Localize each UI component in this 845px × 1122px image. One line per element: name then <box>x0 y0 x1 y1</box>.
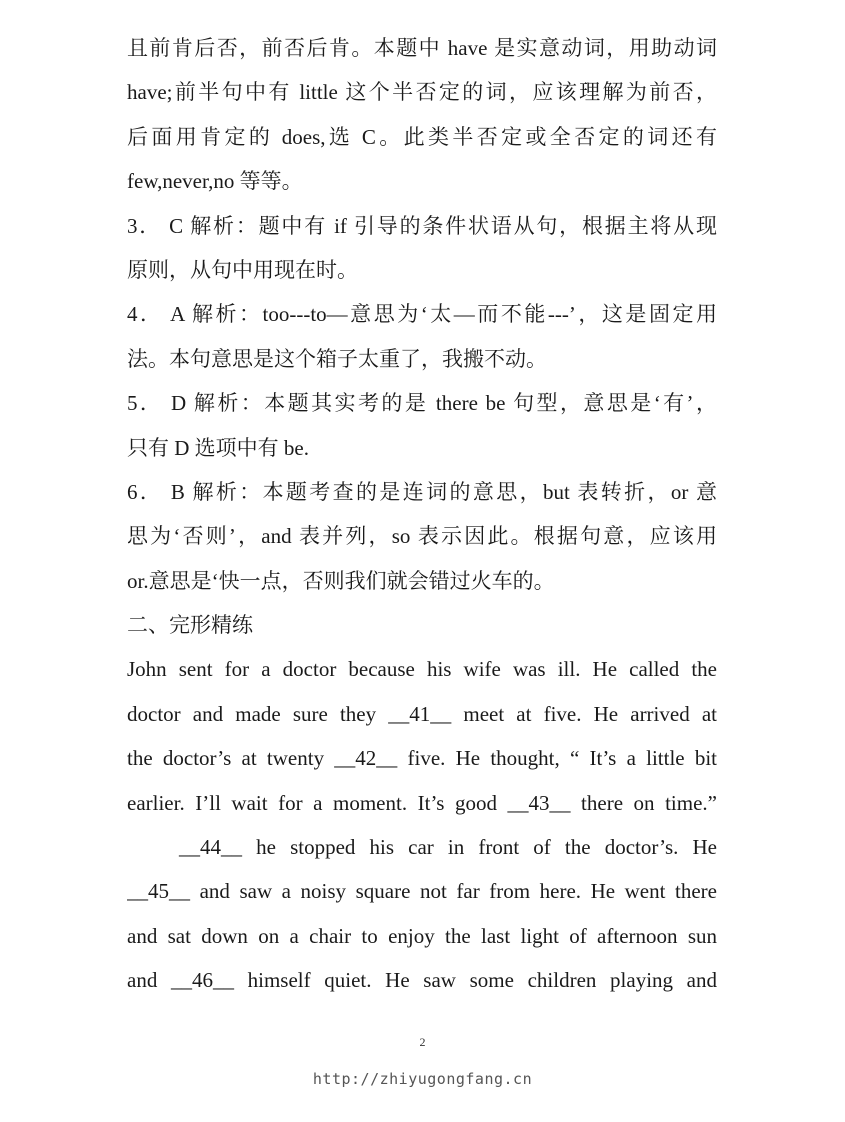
answer-6-line: 6． B 解析：本题考查的是连词的意思，but 表转折，or 意 <box>127 479 717 504</box>
text-line: 后面用肯定的 does,选 C。此类半否定或全否定的词还有 <box>127 124 717 149</box>
cloze-line: and sat down on a chair to enjoy the last light of afternoon sun <box>127 923 717 948</box>
cloze-line: doctor and made sure they __41__ meet at five. He arrived at <box>127 701 717 726</box>
footer-url: http://zhiyugongfang.cn <box>312 1070 533 1088</box>
answer-4-line: 4． A 解析：too---to—意思为‘太—而不能---’，这是固定用 <box>127 302 717 327</box>
cloze-line: earlier. I’ll wait for a moment. It’s good __43__ there on time.” <box>127 790 717 815</box>
cloze-line: the doctor’s at twenty __42__ five. He thought, “ It’s a little bit <box>127 746 717 771</box>
text-line: or.意思是‘快一点，否则我们就会错过火车的。 <box>127 568 555 593</box>
text-line: 法。本句意思是这个箱子太重了，我搬不动。 <box>127 346 547 371</box>
page-number: 2 <box>419 1035 426 1049</box>
cloze-line: and __46__ himself quiet. He saw some children playing and <box>127 968 717 993</box>
section-heading: 二、完形精练 <box>127 613 253 638</box>
answer-5-line: 5． D 解析：本题其实考的是 there be 句型，意思是‘有’， <box>127 391 717 416</box>
text-line: 且前肯后否，前否后肯。本题中 have 是实意动词，用助动词 <box>127 36 717 60</box>
text-line: 只有 D 选项中有 be. <box>127 435 309 460</box>
cloze-line: __44__ he stopped his car in front of the doctor’s. He <box>179 835 717 860</box>
text-line: 原则，从句中用现在时。 <box>127 257 358 282</box>
document-body <box>127 26 717 1003</box>
cloze-line: John sent for a doctor because his wife was ill. He called the <box>127 657 717 682</box>
cloze-line: __45__ and saw a noisy square not far from here. He went there <box>127 879 717 904</box>
text-line: 思为‘否则’，and 表并列，so 表示因此。根据句意，应该用 <box>127 524 717 549</box>
answer-3-line: 3． C 解析：题中有 if 引导的条件状语从句，根据主将从现 <box>127 213 717 238</box>
text-line: have;前半句中有 little 这个半否定的词，应该理解为前否， <box>127 80 717 105</box>
text-line: few,never,no 等等。 <box>127 169 303 194</box>
